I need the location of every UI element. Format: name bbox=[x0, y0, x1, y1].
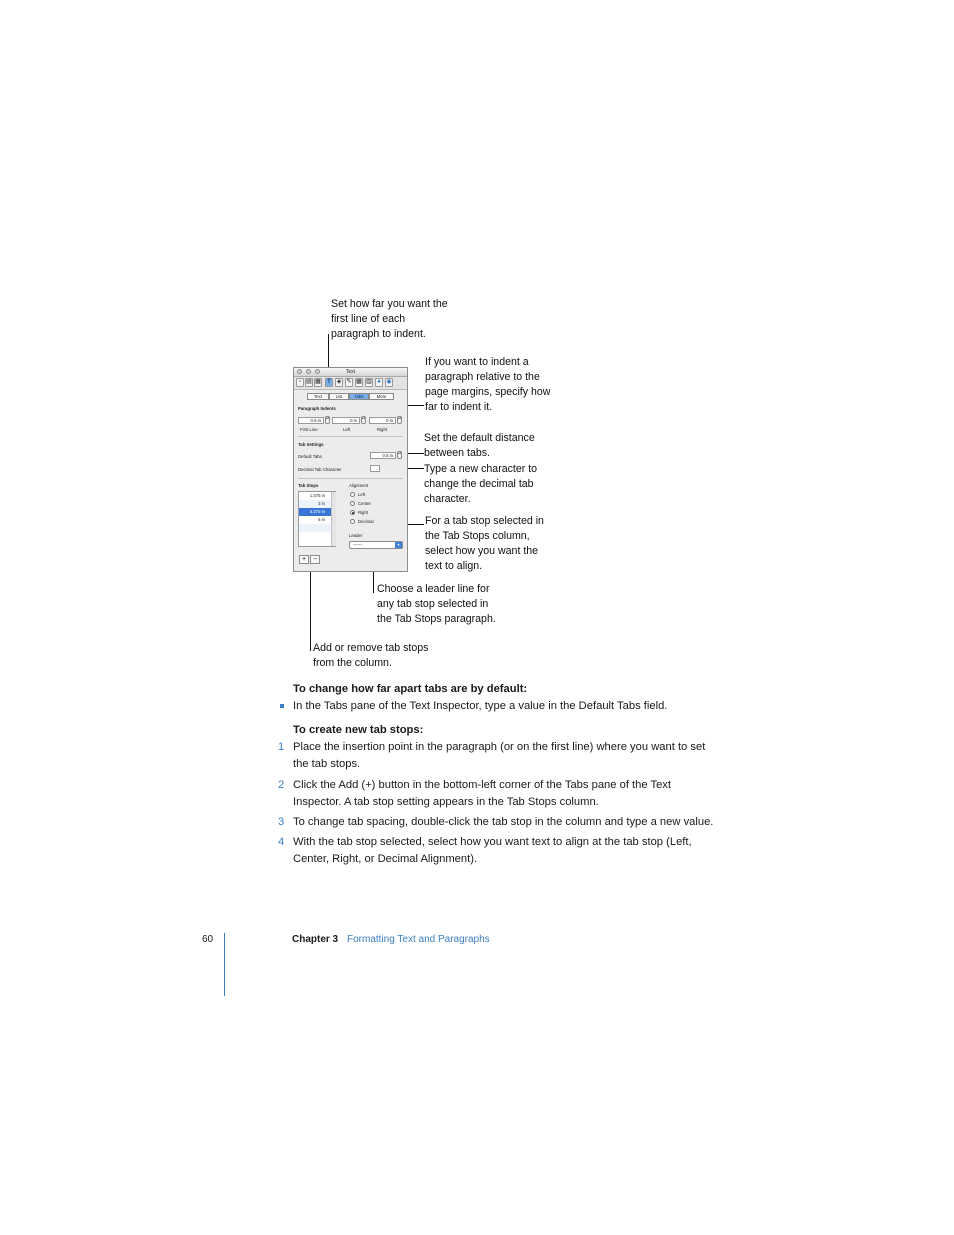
right-indent-field[interactable]: 0 in bbox=[369, 417, 396, 424]
step-text-line: To change tab spacing, double-click the tab stop in the column and type a new value. bbox=[293, 816, 714, 828]
step-4 bbox=[278, 834, 738, 868]
align-center-radio[interactable] bbox=[350, 501, 355, 506]
step-2 bbox=[278, 777, 738, 811]
callout-margins: If you want to indent a paragraph relative to the page margins, specify how far to indent it. bbox=[425, 356, 551, 413]
default-tabs-field[interactable]: 0.5 in bbox=[370, 452, 396, 459]
step-number: 1 bbox=[278, 741, 285, 753]
tab-tabs[interactable]: Tabs bbox=[349, 393, 369, 400]
left-label: Left bbox=[343, 427, 351, 432]
callout-first-line: Set how far you want the first line of each paragraph to indent. bbox=[331, 298, 448, 340]
leader-select[interactable] bbox=[349, 541, 403, 549]
callout-leader: Choose a leader line for any tab stop selected in the Tab Stops paragraph. bbox=[377, 583, 496, 625]
chevron-down-icon: ▾ bbox=[395, 542, 402, 548]
text-inspector-icon[interactable]: T bbox=[325, 378, 333, 387]
footer-chapter: Chapter 3 bbox=[292, 934, 339, 945]
graphic-inspector-icon[interactable]: ◈ bbox=[336, 379, 342, 385]
step-text-line: Center, Right, or Decimal Alignment). bbox=[293, 853, 478, 865]
decimal-tab-character-field[interactable]: . bbox=[370, 465, 380, 472]
first-line-label: First Line bbox=[300, 427, 318, 432]
decimal-tab-character-label: Decimal Tab Character bbox=[298, 467, 342, 472]
step-text-line: Click the Add (+) button in the bottom-left corner of the Tabs pane of the Text bbox=[293, 779, 672, 791]
align-center-label: Center bbox=[358, 501, 371, 506]
quicktime-inspector-icon[interactable]: ◉ bbox=[386, 379, 392, 385]
callout-decimal-char: Type a new character to change the decimal tab character. bbox=[424, 463, 538, 505]
align-right-label: Right bbox=[358, 510, 369, 515]
footer-chapter-title: Formatting Text and Paragraphs bbox=[347, 934, 490, 945]
first-line-stepper[interactable]: ▴▾ bbox=[325, 416, 330, 424]
default-tabs-label: Default Tabs bbox=[298, 454, 322, 459]
inspector-toolbar bbox=[294, 377, 407, 390]
align-left-label: Left bbox=[358, 492, 366, 497]
step-number: 4 bbox=[278, 836, 285, 848]
footer-rule bbox=[224, 933, 225, 996]
layout-inspector-icon[interactable]: ▤ bbox=[306, 379, 312, 385]
step-text-line: the tab stops. bbox=[293, 758, 361, 770]
right-indent-stepper[interactable]: ▴▾ bbox=[397, 416, 402, 424]
link-inspector-icon[interactable]: ● bbox=[375, 378, 383, 387]
leader-heading: Leader bbox=[349, 533, 363, 538]
empty-row bbox=[299, 524, 335, 532]
alignment-heading: Alignment bbox=[349, 483, 369, 488]
section1-bullet-text: In the Tabs pane of the Text Inspector, type a value in the Default Tabs field. bbox=[293, 700, 668, 712]
tab-settings-heading: Tab Settings bbox=[298, 442, 324, 447]
tab-stop-row-selected[interactable]: 4.375 in bbox=[299, 508, 335, 516]
step-3 bbox=[278, 814, 738, 831]
tab-stops-scrollbar[interactable] bbox=[331, 492, 336, 546]
leader-line-add-remove bbox=[310, 563, 311, 651]
step-text-line: Inspector. A tab stop setting appears in the Tab Stops column. bbox=[293, 796, 599, 808]
align-right-radio[interactable] bbox=[350, 510, 355, 515]
left-indent-field[interactable]: 0 in bbox=[332, 417, 360, 424]
step-number: 3 bbox=[278, 816, 285, 828]
leader-select-value: ------ bbox=[353, 542, 362, 547]
callout-tab-stop-align: For a tab stop selected in the Tab Stops column, select how you want the text to align. bbox=[425, 515, 544, 572]
empty-row bbox=[299, 532, 335, 540]
table-inspector-icon[interactable]: ▦ bbox=[356, 379, 362, 385]
tab-stop-row[interactable]: 1.375 in bbox=[309, 493, 325, 498]
document-inspector-icon[interactable]: ▫ bbox=[296, 378, 304, 387]
divider bbox=[298, 436, 403, 437]
section1-heading: To change how far apart tabs are by default: bbox=[293, 683, 528, 695]
align-decimal-radio[interactable] bbox=[350, 519, 355, 524]
remove-tab-stop-button[interactable]: − bbox=[310, 555, 320, 564]
align-decimal-label: Decimal bbox=[358, 519, 374, 524]
window-titlebar bbox=[294, 368, 407, 377]
metrics-inspector-icon[interactable]: ✎ bbox=[346, 379, 352, 385]
step-1 bbox=[278, 739, 738, 773]
window-title: Text bbox=[345, 369, 356, 375]
add-tab-stop-button[interactable]: + bbox=[299, 555, 309, 564]
tab-stops-heading: Tab Stops bbox=[298, 483, 319, 488]
tab-text[interactable]: Text bbox=[307, 393, 329, 400]
wrap-inspector-icon[interactable]: ▦ bbox=[315, 379, 321, 385]
left-indent-stepper[interactable]: ▴▾ bbox=[361, 416, 366, 424]
callout-add-remove: Add or remove tab stops from the column. bbox=[313, 642, 429, 669]
tab-stop-row[interactable]: 6 in bbox=[318, 517, 325, 522]
tab-more[interactable]: More bbox=[369, 393, 394, 400]
section2-heading: To create new tab stops: bbox=[293, 724, 424, 736]
tab-list[interactable]: List bbox=[329, 393, 349, 400]
paragraph-indents-heading: Paragraph Indents bbox=[298, 406, 336, 411]
callout-default-distance: Set the default distance between tabs. bbox=[424, 432, 535, 459]
text-inspector-window bbox=[293, 367, 408, 572]
divider bbox=[298, 478, 403, 479]
align-left-radio[interactable] bbox=[350, 492, 355, 497]
tab-stop-row[interactable]: 3 in bbox=[299, 500, 335, 508]
chart-inspector-icon[interactable]: ▥ bbox=[366, 379, 372, 385]
bullet-icon bbox=[280, 704, 284, 708]
first-line-indent-field[interactable]: 0.5 in bbox=[298, 417, 324, 424]
right-label: Right bbox=[377, 427, 388, 432]
page-number: 60 bbox=[202, 934, 214, 945]
step-number: 2 bbox=[278, 779, 285, 791]
step-text-line: Place the insertion point in the paragraph (or on the first line) where you want to set bbox=[293, 741, 706, 753]
default-tabs-stepper[interactable]: ▴▾ bbox=[397, 451, 402, 459]
step-text-line: With the tab stop selected, select how you want text to align at the tab stop (Left, bbox=[293, 836, 692, 848]
